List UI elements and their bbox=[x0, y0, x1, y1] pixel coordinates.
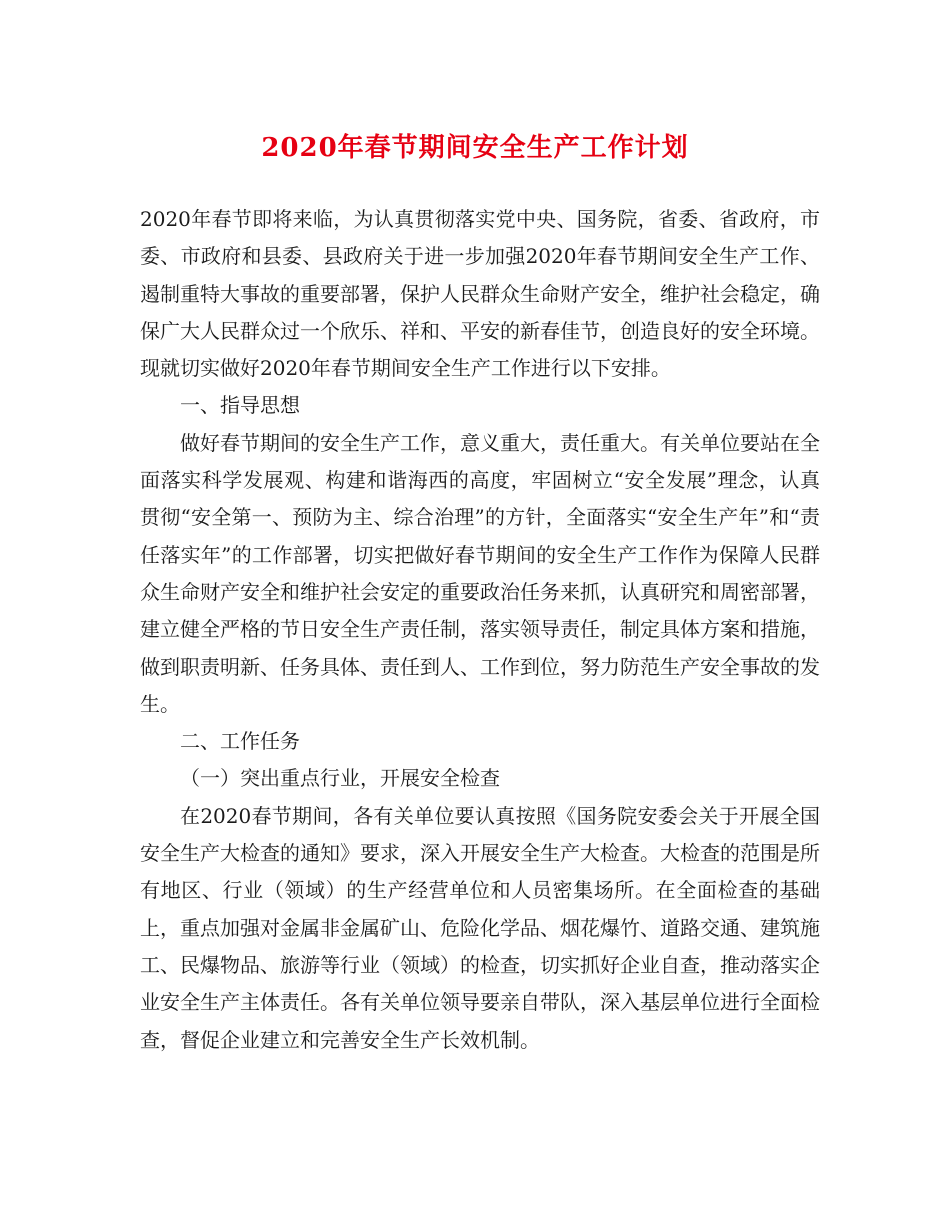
section-heading-guiding-ideology: 一、指导思想 bbox=[180, 393, 300, 418]
section-heading-work-tasks: 二、工作任务 bbox=[180, 729, 300, 754]
document-title: 2020年春节期间安全生产工作计划 bbox=[261, 133, 689, 163]
document-body bbox=[140, 201, 820, 1059]
guiding-ideology-paragraph: 做好春节期间的安全生产工作，意义重大，责任重大。有关单位要站在全面落实科学发展观、构建和谐海西的高度，牢固树立“安全发展”理念，认真贯彻“安全第一、预防为主、综合治理”的方针，全面落实“安全生产年”和“责任落实年”的工作部署，切实把做好春节期间的安全生产工作作为保障人民群众生命财产安全和维护社会安定的重要政治任务来抓，认真研究和周密部署，建立健全严格的节日安全生产责任制，落实领导责任，制定具体方案和措施，做到职责明新、任务具体、责任到人、工作到位，努力防范生产安全事故的发生。 bbox=[140, 430, 820, 716]
safety-inspection-paragraph: 在2020春节期间，各有关单位要认真按照《国务院安委会关于开展全国安全生产大检查的通知》要求，深入开展安全生产大检查。大检查的范围是所有地区、行业（领域）的生产经营单位和人员密集场所。在全面检查的基础上，重点加强对金属非金属矿山、危险化学品、烟花爆竹、道路交通、建筑施工、民爆物品、旅游等行业（领域）的检查，切实抓好企业自查，推动落实企业安全生产主体责任。各有关单位领导要亲自带队，深入基层单位进行全面检查，督促企业建立和完善安全生产长效机制。 bbox=[140, 803, 820, 1052]
subsection-heading-safety-inspection: （一）突出重点行业，开展安全检查 bbox=[180, 766, 500, 791]
intro-paragraph: 2020年春节即将来临，为认真贯彻落实党中央、国务院，省委、省政府，市委、市政府和县委、县政府关于进一步加强2020年春节期间安全生产工作、遏制重特大事故的重要部署，保护人民群众生命财产安全，维护社会稳定，确保广大人民群众过一个欣乐、祥和、平安的新春佳节，创造良好的安全环境。现就切实做好2020年春节期间安全生产工作进行以下安排。 bbox=[140, 207, 820, 381]
